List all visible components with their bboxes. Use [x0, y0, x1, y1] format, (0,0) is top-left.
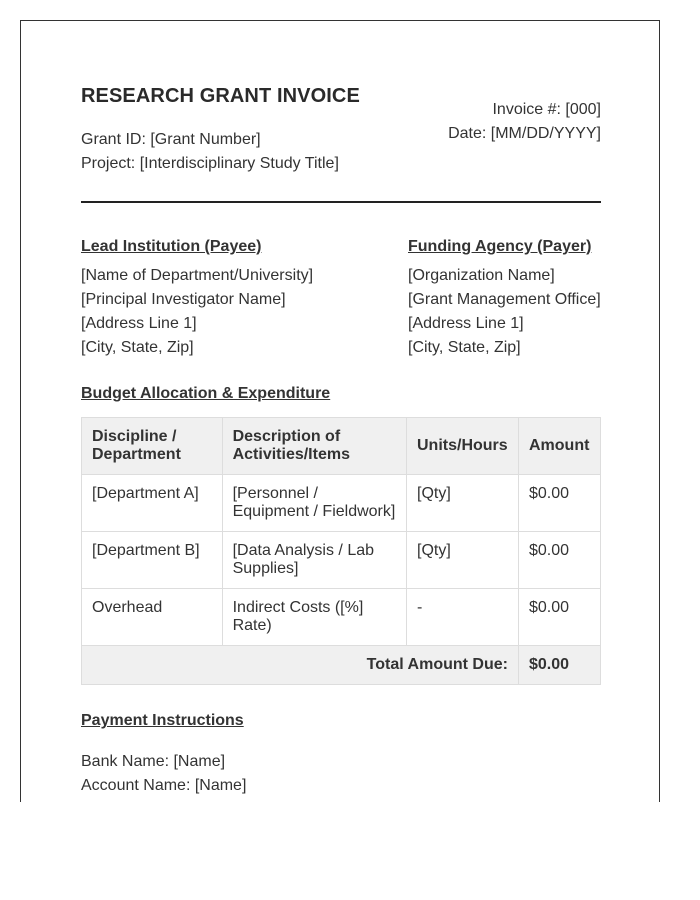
project-title: Project: [Interdisciplinary Study Title] [81, 155, 339, 172]
payer-block [408, 235, 601, 360]
total-amount: $0.00 [518, 646, 600, 685]
cell-discipline: [Department A] [82, 475, 223, 532]
cell-discipline: [Department B] [82, 532, 223, 589]
payee-block [81, 235, 313, 360]
payer-line: [Address Line 1] [408, 315, 524, 332]
cell-amount: $0.00 [518, 475, 600, 532]
grant-meta [81, 128, 339, 176]
budget-header-row [82, 418, 601, 475]
invoice-page [20, 20, 660, 802]
budget-table [81, 417, 601, 685]
payee-line: [Principal Investigator Name] [81, 291, 286, 308]
invoice-meta [448, 98, 601, 146]
payer-heading: Funding Agency (Payer) [408, 238, 592, 255]
budget-heading: Budget Allocation & Expenditure [81, 385, 331, 402]
payee-line: [Address Line 1] [81, 315, 197, 332]
payee-line: [City, State, Zip] [81, 339, 194, 356]
col-header-description: Description of Activities/Items [222, 418, 406, 475]
payment-heading: Payment Instructions [81, 712, 244, 729]
cell-units: [Qty] [407, 532, 519, 589]
invoice-title: RESEARCH GRANT INVOICE [81, 85, 360, 107]
payee-heading: Lead Institution (Payee) [81, 238, 262, 255]
invoice-number: Invoice #: [000] [492, 101, 601, 118]
payer-line: [Organization Name] [408, 267, 555, 284]
payer-line: [Grant Management Office] [408, 291, 601, 308]
cell-units: [Qty] [407, 475, 519, 532]
invoice-date: Date: [MM/DD/YYYY] [448, 125, 601, 142]
cell-units: - [407, 589, 519, 646]
payee-line: [Name of Department/University] [81, 267, 314, 284]
bank-name: Bank Name: [Name] [81, 753, 226, 770]
payment-details [81, 750, 246, 798]
total-label: Total Amount Due: [82, 646, 519, 685]
table-row [82, 589, 601, 646]
table-row [82, 532, 601, 589]
table-row [82, 475, 601, 532]
account-name: Account Name: [Name] [81, 777, 247, 794]
payer-line: [City, State, Zip] [408, 339, 521, 356]
col-header-discipline: Discipline / Department [82, 418, 223, 475]
cell-description: [Data Analysis / Lab Supplies] [222, 532, 406, 589]
header-divider [81, 201, 601, 203]
cell-discipline: Overhead [82, 589, 223, 646]
grant-id: Grant ID: [Grant Number] [81, 131, 261, 148]
total-row [82, 646, 601, 685]
cell-description: Indirect Costs ([%] Rate) [222, 589, 406, 646]
cell-amount: $0.00 [518, 589, 600, 646]
col-header-amount: Amount [518, 418, 600, 475]
cell-amount: $0.00 [518, 532, 600, 589]
col-header-units: Units/Hours [407, 418, 519, 475]
cell-description: [Personnel / Equipment / Fieldwork] [222, 475, 406, 532]
